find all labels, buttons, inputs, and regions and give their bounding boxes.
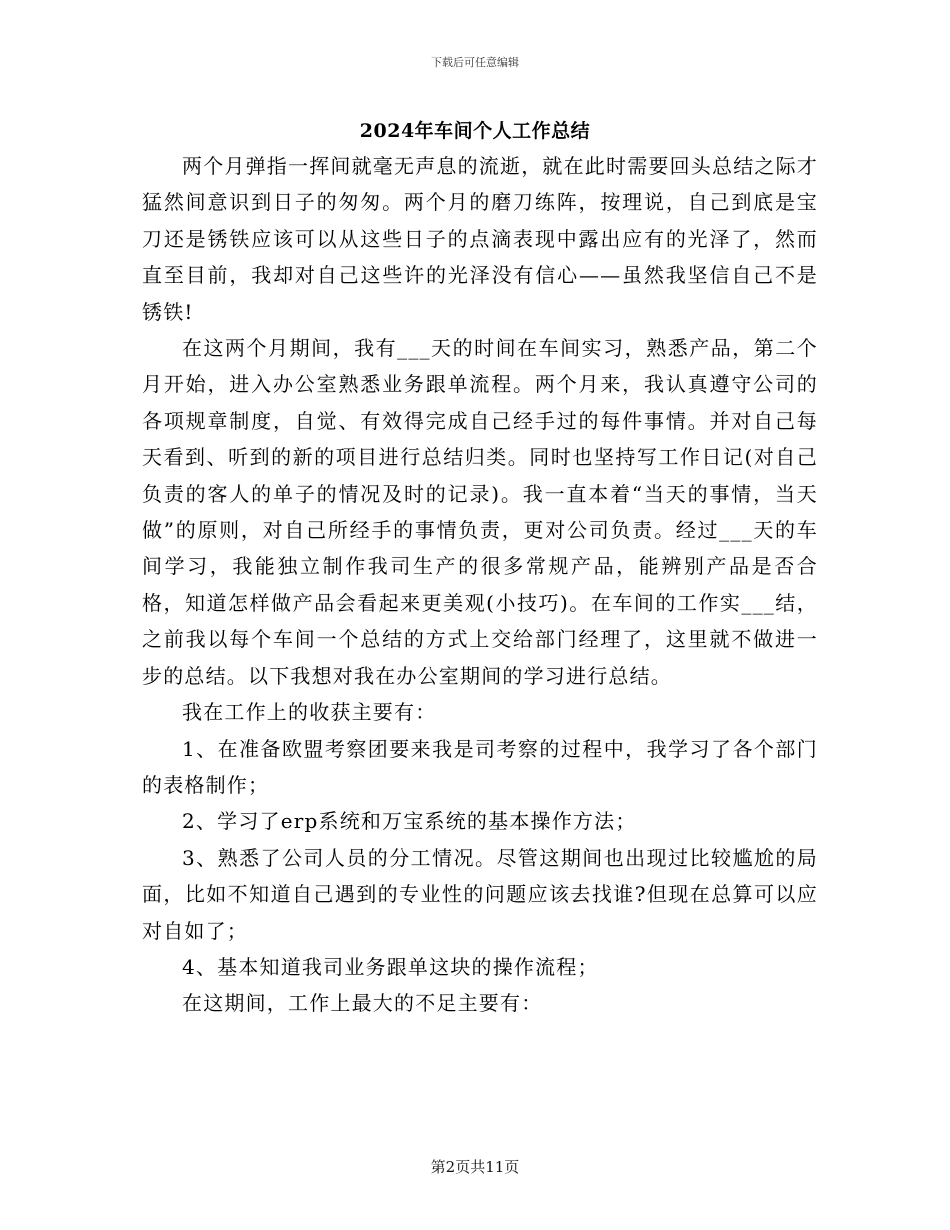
list-item: 1、在准备欧盟考察团要来我是司考察的过程中，我学习了各个部门的表格制作； xyxy=(142,736,818,797)
paragraph: 我在工作上的收获主要有： xyxy=(182,700,437,725)
list-item: 3、熟悉了公司人员的分工情况。尽管这期间也出现过比较尴尬的局面，比如不知道自己遇到的专业性的问题应该去找谁?但现在总算可以应对自如了； xyxy=(142,845,818,943)
document-title: 2024年车间个人工作总结 xyxy=(359,120,591,142)
document-body xyxy=(142,148,818,1022)
page-number: 第2页共11页 xyxy=(430,1158,520,1176)
paragraph: 在这期间，工作上最大的不足主要有： xyxy=(182,991,543,1016)
paragraph: 两个月弹指一挥间就毫无声息的流逝，就在此时需要回头总结之际才猛然间意识到日子的匆匆。两个月的磨刀练阵，按理说，自己到底是宝刀还是锈铁应该可以从这些日子的点滴表现中露出应有的光泽了，然而直至目前，我却对自己这些许的光泽没有信心——虽然我坚信自己不是锈铁! xyxy=(142,154,818,324)
header-note: 下载后可任意编辑 xyxy=(431,56,519,69)
paragraph: 在这两个月期间，我有___天的时间在车间实习，熟悉产品，第二个月开始，进入办公室熟悉业务跟单流程。两个月来，我认真遵守公司的各项规章制度，自觉、有效得完成自己经手过的每件事情。并对自己每天看到、听到的新的项目进行总结归类。同时也坚持写工作日记(对自己负责的客人的单子的情况及时的记录)。我一直本着“当天的事情，当天做”的原则，对自己所经手的事情负责，更对公司负责。经过___天的车间学习，我能独立制作我司生产的很多常规产品，能辨别产品是否合格，知道怎样做产品会看起来更美观(小技巧)。在车间的工作实___结，之前我以每个车间一个总结的方式上交给部门经理了，这里就不做进一步的总结。以下我想对我在办公室期间的学习进行总结。 xyxy=(142,336,818,688)
list-item: 2、学习了erp系统和万宝系统的基本操作方法； xyxy=(182,809,637,834)
list-item: 4、基本知道我司业务跟单这块的操作流程； xyxy=(182,954,599,979)
